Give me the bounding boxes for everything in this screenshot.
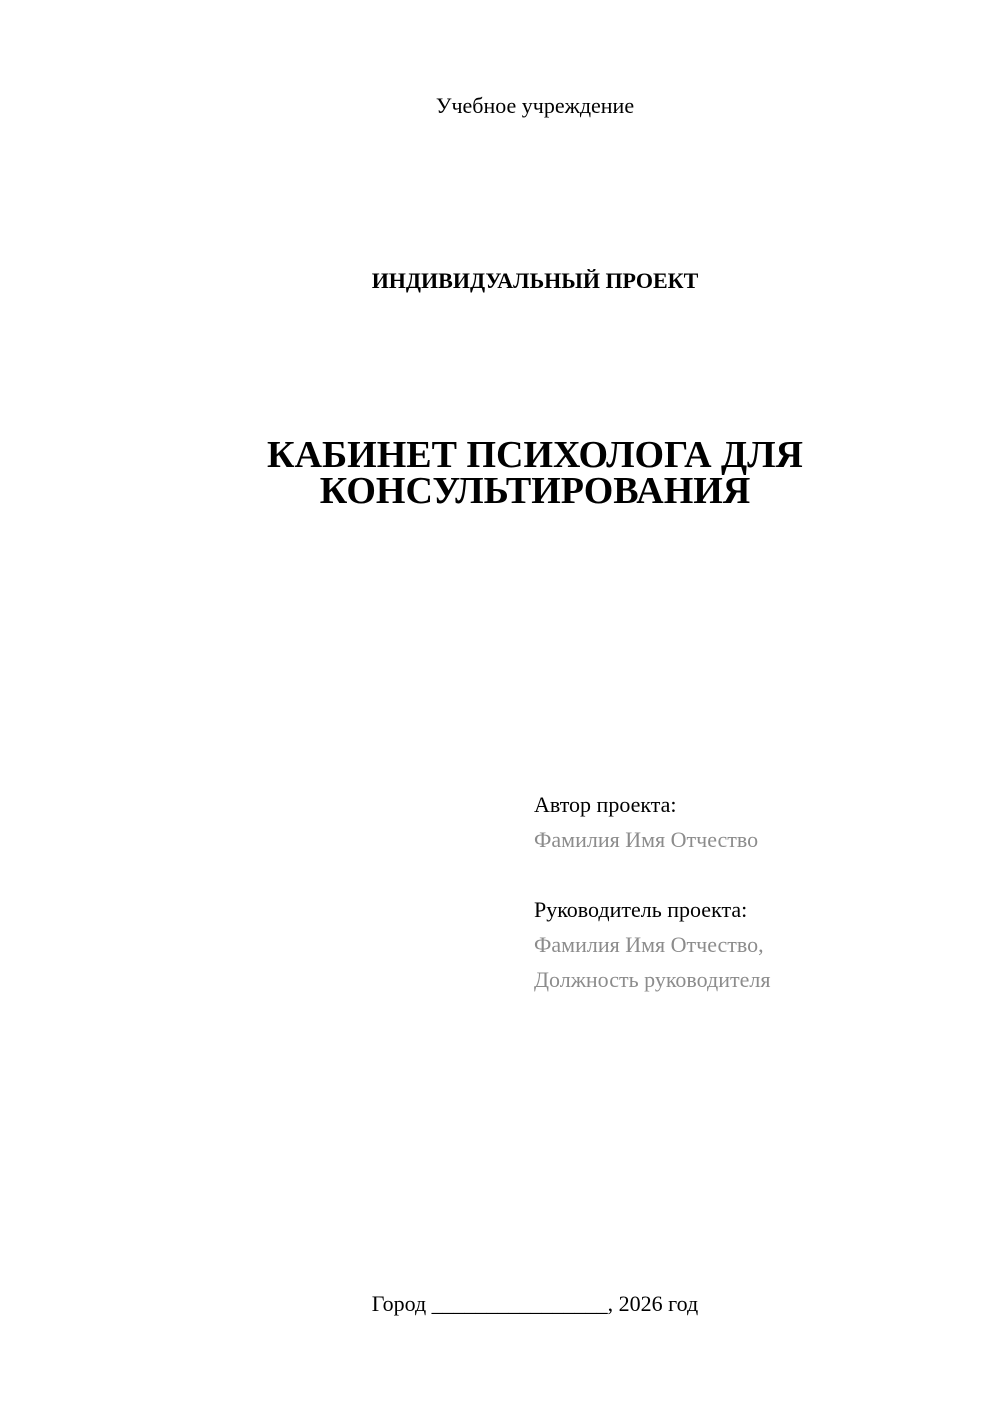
author-name-placeholder: Фамилия Имя Отчество — [534, 827, 759, 852]
author-block — [534, 787, 974, 857]
supervisor-block — [534, 892, 974, 997]
supervisor-position-placeholder: Должность руководителя — [534, 967, 771, 992]
supervisor-name-placeholder: Фамилия Имя Отчество, — [534, 932, 764, 957]
author-label: Автор проекта: — [534, 792, 677, 817]
supervisor-label: Руководитель проекта: — [534, 897, 748, 922]
project-title-line-1: КАБИНЕТ ПСИХОЛОГА ДЛЯ — [267, 434, 803, 476]
document-type: ИНДИВИДУАЛЬНЫЙ ПРОЕКТ — [371, 268, 699, 293]
project-title — [70, 434, 1000, 512]
project-title-line-2: КОНСУЛЬТИРОВАНИЯ — [319, 470, 751, 512]
city-year-footer: Город ________________, 2026 год — [371, 1291, 699, 1316]
institution-name: Учебное учреждение — [435, 93, 635, 118]
